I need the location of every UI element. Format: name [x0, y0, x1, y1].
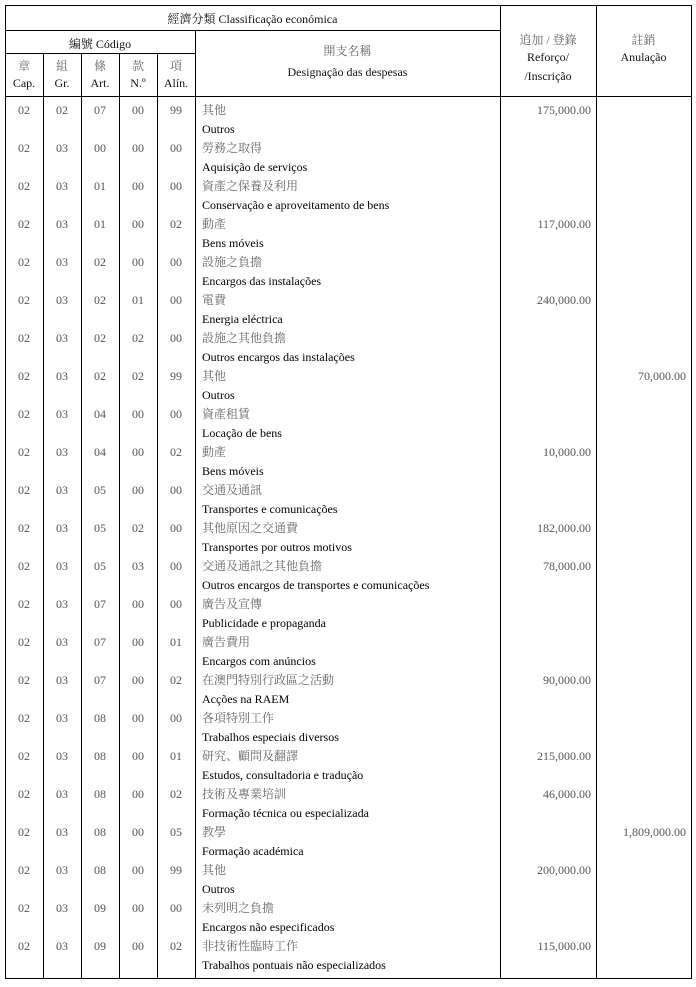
gr-header: Gr.: [54, 76, 70, 90]
art-cell: 05: [94, 483, 106, 497]
designation-pt: Energia eléctrica: [202, 312, 283, 326]
gr-cell: 03: [56, 673, 68, 687]
gr-cell: 03: [56, 939, 68, 953]
alin-cell: 00: [170, 331, 182, 345]
gr-cell: 03: [56, 825, 68, 839]
reforco-amount: 115,000.00: [537, 939, 591, 953]
no-cell: 00: [132, 635, 144, 649]
art-cell: 04: [94, 445, 106, 459]
gr-cell: 03: [56, 179, 68, 193]
gr-header-zh: 組: [55, 59, 68, 73]
cap-cell: 02: [18, 749, 30, 763]
cap-cell: 02: [18, 483, 30, 497]
designation-zh: 研究、顧問及翻譯: [202, 749, 299, 763]
table-row: [0, 405, 696, 443]
designation-zh: 其他: [202, 863, 227, 877]
gr-cell: 03: [56, 863, 68, 877]
no-cell: 00: [132, 483, 144, 497]
designation-zh: 教學: [202, 825, 227, 839]
art-cell: 08: [94, 711, 106, 725]
designation-pt: Outros: [202, 882, 235, 896]
no-cell: 02: [132, 331, 144, 345]
reforco-amount: 175,000.00: [537, 103, 591, 117]
alin-cell: 02: [170, 217, 182, 231]
alin-cell: 99: [170, 103, 182, 117]
designation-zh: 勞務之取得: [202, 141, 263, 155]
gr-cell: 03: [56, 559, 68, 573]
alin-cell: 00: [170, 901, 182, 915]
no-cell: 00: [132, 825, 144, 839]
no-header: N.º: [130, 76, 146, 90]
no-cell: 00: [132, 711, 144, 725]
designation-zh: 電費: [202, 293, 227, 307]
art-cell: 07: [94, 635, 106, 649]
art-cell: 02: [94, 331, 106, 345]
designation-pt: Bens móveis: [202, 236, 264, 250]
cap-cell: 02: [18, 939, 30, 953]
anulacao-amount: 70,000.00: [638, 369, 686, 383]
cap-cell: 02: [18, 711, 30, 725]
inscricao-header: /Inscrição: [524, 69, 572, 83]
art-cell: 07: [94, 103, 106, 117]
table-row: [0, 443, 696, 481]
no-cell: 00: [132, 597, 144, 611]
table-row: [0, 671, 696, 709]
reforco-amount: 215,000.00: [537, 749, 591, 763]
gr-cell: 03: [56, 141, 68, 155]
reforco-amount: 10,000.00: [543, 445, 591, 459]
table-row: [0, 253, 696, 291]
art-cell: 07: [94, 673, 106, 687]
no-cell: 00: [132, 445, 144, 459]
art-cell: 08: [94, 863, 106, 877]
table-row: [0, 937, 696, 975]
gr-cell: 03: [56, 483, 68, 497]
cap-cell: 02: [18, 901, 30, 915]
art-header: Art.: [90, 76, 110, 90]
no-header-zh: 款: [131, 59, 144, 73]
designation-zh: 未列明之負擔: [202, 901, 275, 915]
reforco-amount: 46,000.00: [543, 787, 591, 801]
cap-cell: 02: [18, 559, 30, 573]
art-cell: 08: [94, 825, 106, 839]
table-row: [0, 215, 696, 253]
table-row: [0, 747, 696, 785]
no-cell: 00: [132, 787, 144, 801]
gr-cell: 03: [56, 255, 68, 269]
border: [5, 5, 692, 6]
alin-cell: 05: [170, 825, 182, 839]
designation-zh: 在澳門特別行政區之活動: [202, 673, 335, 687]
cap-cell: 02: [18, 597, 30, 611]
designation-pt: Transportes e comunicações: [202, 502, 338, 516]
designation-zh: 其他: [202, 369, 227, 383]
gr-cell: 03: [56, 711, 68, 725]
reforco-amount: 182,000.00: [537, 521, 591, 535]
designation-pt: Acções na RAEM: [202, 692, 290, 706]
border: [5, 978, 692, 979]
table-row: [0, 519, 696, 557]
classification-header: 經濟分類 Classificação económica: [167, 12, 338, 26]
art-cell: 01: [94, 217, 106, 231]
gr-cell: 03: [56, 369, 68, 383]
reforco-amount: 200,000.00: [537, 863, 591, 877]
designation-zh: 動產: [202, 445, 227, 459]
no-cell: 00: [132, 141, 144, 155]
table-row: [0, 595, 696, 633]
reforco-header-zh: 追加 / 登錄: [519, 33, 577, 47]
no-cell: 03: [132, 559, 144, 573]
table-row: [0, 177, 696, 215]
designation-pt: Outros: [202, 388, 235, 402]
cap-cell: 02: [18, 787, 30, 801]
art-cell: 02: [94, 255, 106, 269]
gr-cell: 03: [56, 597, 68, 611]
alin-cell: 02: [170, 445, 182, 459]
reforco-amount: 78,000.00: [543, 559, 591, 573]
art-header-zh: 條: [93, 59, 106, 73]
table-row: [0, 899, 696, 937]
alin-cell: 00: [170, 597, 182, 611]
codigo-header: 編號 Código: [68, 37, 132, 51]
alin-cell: 00: [170, 179, 182, 193]
cap-cell: 02: [18, 863, 30, 877]
designation-pt: Outros encargos das instalações: [202, 350, 355, 364]
border: [5, 30, 501, 31]
anulacao-header: Anulação: [620, 50, 667, 64]
no-cell: 00: [132, 179, 144, 193]
art-cell: 02: [94, 293, 106, 307]
table-row: [0, 101, 696, 139]
table-row: [0, 861, 696, 899]
designation-zh: 動產: [202, 217, 227, 231]
designation-pt: Encargos das instalações: [202, 274, 322, 288]
art-cell: 00: [94, 141, 106, 155]
gr-cell: 03: [56, 749, 68, 763]
designation-pt: Formação académica: [202, 844, 304, 858]
designation-zh: 技術及專業培訓: [202, 787, 287, 801]
no-cell: 00: [132, 103, 144, 117]
designation-zh: 資產租賃: [202, 407, 251, 421]
cap-header-zh: 章: [17, 59, 30, 73]
no-cell: 00: [132, 749, 144, 763]
cap-cell: 02: [18, 445, 30, 459]
designation-zh: 非技術性臨時工作: [202, 939, 299, 953]
designation-zh: 各項特別工作: [202, 711, 275, 725]
table-row: [0, 329, 696, 367]
alin-cell: 02: [170, 787, 182, 801]
alin-cell: 00: [170, 711, 182, 725]
table-row: [0, 367, 696, 405]
gr-cell: 03: [56, 407, 68, 421]
cap-cell: 02: [18, 141, 30, 155]
alin-cell: 01: [170, 635, 182, 649]
alin-header-zh: 項: [169, 59, 182, 73]
designation-zh: 其他原因之交通費: [202, 521, 299, 535]
reforco-amount: 240,000.00: [537, 293, 591, 307]
cap-cell: 02: [18, 331, 30, 345]
border: [5, 53, 195, 54]
gr-cell: 02: [56, 103, 68, 117]
no-cell: 00: [132, 863, 144, 877]
art-cell: 08: [94, 787, 106, 801]
cap-cell: 02: [18, 369, 30, 383]
designation-pt: Conservação e aproveitamento de bens: [202, 198, 390, 212]
gr-cell: 03: [56, 331, 68, 345]
alin-cell: 01: [170, 749, 182, 763]
designation-pt: Transportes por outros motivos: [202, 540, 352, 554]
reforco-header: Reforço/: [527, 50, 569, 64]
alin-cell: 00: [170, 559, 182, 573]
designation-pt: Outros encargos de transportes e comunicações: [202, 578, 430, 592]
no-cell: 02: [132, 521, 144, 535]
no-cell: 00: [132, 939, 144, 953]
cap-cell: 02: [18, 179, 30, 193]
designation-zh: 設施之其他負擔: [202, 331, 287, 345]
art-cell: 05: [94, 521, 106, 535]
no-cell: 00: [132, 407, 144, 421]
designation-pt: Bens móveis: [202, 464, 264, 478]
alin-cell: 00: [170, 293, 182, 307]
designation-pt: Trabalhos especiais diversos: [202, 730, 339, 744]
designation-zh: 設施之負擔: [202, 255, 263, 269]
alin-cell: 00: [170, 141, 182, 155]
designation-zh: 資產之保養及利用: [202, 179, 299, 193]
cap-cell: 02: [18, 635, 30, 649]
designation-pt: Trabalhos pontuais não especializados: [202, 958, 386, 972]
table-row: [0, 291, 696, 329]
gr-cell: 03: [56, 217, 68, 231]
designation-pt: Estudos, consultadoria e tradução: [202, 768, 364, 782]
art-cell: 04: [94, 407, 106, 421]
anulacao-amount: 1,809,000.00: [623, 825, 686, 839]
cap-cell: 02: [18, 407, 30, 421]
art-cell: 08: [94, 749, 106, 763]
no-cell: 00: [132, 901, 144, 915]
art-cell: 01: [94, 179, 106, 193]
alin-header: Alín.: [163, 76, 189, 90]
cap-header: Cap.: [12, 76, 36, 90]
table-row: [0, 557, 696, 595]
no-cell: 01: [132, 293, 144, 307]
designation-pt: Locação de bens: [202, 426, 282, 440]
designation-zh: 交通及通訊: [202, 483, 263, 497]
no-cell: 00: [132, 673, 144, 687]
designation-zh: 廣告費用: [202, 635, 251, 649]
alin-cell: 02: [170, 939, 182, 953]
cap-cell: 02: [18, 293, 30, 307]
designation-pt: Publicidade e propaganda: [202, 616, 326, 630]
gr-cell: 03: [56, 787, 68, 801]
art-cell: 09: [94, 939, 106, 953]
designation-zh: 交通及通訊之其他負擔: [202, 559, 323, 573]
gr-cell: 03: [56, 445, 68, 459]
table-row: [0, 139, 696, 177]
table-row: [0, 823, 696, 861]
reforco-amount: 90,000.00: [543, 673, 591, 687]
designation-pt: Formação técnica ou especializada: [202, 806, 369, 820]
art-cell: 07: [94, 597, 106, 611]
border: [5, 96, 692, 97]
art-cell: 02: [94, 369, 106, 383]
gr-cell: 03: [56, 521, 68, 535]
designation-pt: Encargos com anúncios: [202, 654, 316, 668]
table-row: [0, 709, 696, 747]
designation-header: Designação das despesas: [287, 65, 408, 79]
designation-pt: Outros: [202, 122, 235, 136]
table-row: [0, 785, 696, 823]
designation-zh: 其他: [202, 103, 227, 117]
reforco-amount: 117,000.00: [537, 217, 591, 231]
alin-cell: 00: [170, 483, 182, 497]
cap-cell: 02: [18, 255, 30, 269]
art-cell: 09: [94, 901, 106, 915]
cap-cell: 02: [18, 673, 30, 687]
gr-cell: 03: [56, 293, 68, 307]
table-row: [0, 633, 696, 671]
designation-pt: Aquisição de serviços: [202, 160, 308, 174]
anulacao-header-zh: 註銷: [631, 33, 656, 47]
designation-zh: 廣告及宣傳: [202, 597, 263, 611]
table-row: [0, 481, 696, 519]
no-cell: 00: [132, 255, 144, 269]
alin-cell: 00: [170, 407, 182, 421]
cap-cell: 02: [18, 217, 30, 231]
alin-cell: 00: [170, 255, 182, 269]
art-cell: 05: [94, 559, 106, 573]
no-cell: 02: [132, 369, 144, 383]
gr-cell: 03: [56, 901, 68, 915]
cap-cell: 02: [18, 521, 30, 535]
no-cell: 00: [132, 217, 144, 231]
alin-cell: 02: [170, 673, 182, 687]
alin-cell: 99: [170, 369, 182, 383]
designation-pt: Encargos não especificados: [202, 920, 335, 934]
gr-cell: 03: [56, 635, 68, 649]
cap-cell: 02: [18, 103, 30, 117]
cap-cell: 02: [18, 825, 30, 839]
alin-cell: 00: [170, 521, 182, 535]
alin-cell: 99: [170, 863, 182, 877]
designation-header-zh: 開支名稱: [323, 44, 372, 58]
